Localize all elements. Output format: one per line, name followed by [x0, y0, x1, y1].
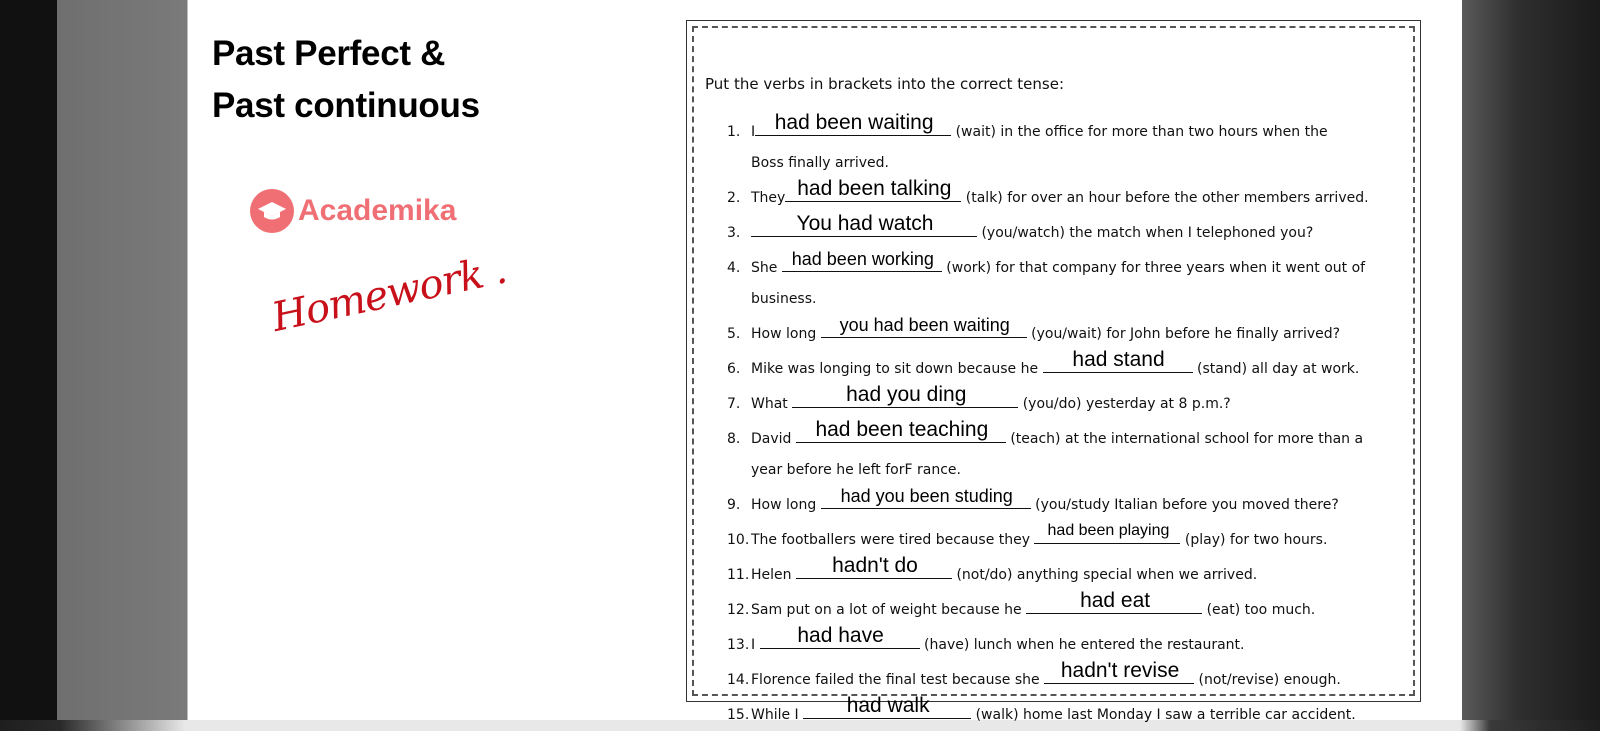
exercise-item-8: 8. David had been teaching (teach) at the international school for more than a year before he left forF rance.: [727, 418, 1364, 478]
answer-text: had been teaching: [815, 418, 989, 441]
right-letterbox: [1462, 0, 1600, 720]
answer-text: had you been studing: [840, 486, 1013, 506]
title-line-1: Past Perfect &: [212, 34, 446, 73]
answer-blank[interactable]: [821, 486, 1031, 509]
exercise-item-3: 3. You had watch (you/watch) the match when I telephoned you?: [727, 212, 1314, 241]
answer-blank[interactable]: [1043, 350, 1193, 373]
answer-blank[interactable]: [1044, 661, 1194, 684]
handwritten-note: Homework .: [268, 246, 511, 341]
title-line-2: Past continuous: [212, 86, 480, 125]
exercise-item-9: 9. How long had you been studing (you/study Italian before you moved there?: [727, 486, 1339, 513]
answer-text: had walk: [846, 694, 930, 717]
answer-blank[interactable]: [792, 385, 1018, 408]
logo-text: Academika: [298, 194, 457, 227]
answer-text: hadn't do: [832, 554, 918, 577]
left-letterbox: [0, 0, 57, 720]
exercise-item-4: 4. She had been working (work) for that company for three years when it went out of business.: [727, 249, 1366, 307]
answer-text: had you ding: [846, 383, 967, 406]
answer-text: had been playing: [1047, 522, 1170, 539]
answer-blank[interactable]: [755, 113, 951, 136]
answer-text: had been working: [791, 249, 934, 269]
exercise-item-7: 7. What had you ding (you/do) yesterday at 8 p.m.?: [727, 383, 1231, 412]
exercise-item-1: 1. I had been waiting (wait) in the office for more than two hours when the Boss finally arrived.: [727, 111, 1328, 171]
answer-text: you had been waiting: [839, 315, 1010, 335]
answer-text: You had watch: [796, 212, 934, 235]
answer-blank[interactable]: [821, 315, 1027, 338]
answer-blank[interactable]: [796, 556, 952, 579]
exercise-item-2: 2. They had been talking (talk) for over an hour before the other members arrived.: [727, 177, 1369, 206]
answer-text: had stand: [1072, 348, 1165, 371]
answer-text: hadn't revise: [1060, 659, 1180, 682]
slide-title: [212, 28, 480, 132]
exercise-item-6: 6. Mike was longing to sit down because he had stand (stand) all day at work.: [727, 348, 1360, 377]
answer-blank[interactable]: [760, 626, 920, 649]
exercise-item-11: 11. Helen hadn't do (not/do) anything special when we arrived.: [727, 554, 1258, 583]
exercise-item-13: 13. I had have (have) lunch when he entered the restaurant.: [727, 624, 1245, 653]
answer-blank[interactable]: [785, 179, 961, 202]
answer-text: had have: [797, 624, 884, 647]
answer-blank[interactable]: [751, 214, 977, 237]
exercise-item-5: 5. How long you had been waiting (you/wait) for John before he finally arrived?: [727, 315, 1341, 342]
exercise-item-15: 15. While I had walk (walk) home last Monday I saw a terrible car accident.: [727, 694, 1356, 723]
answer-blank[interactable]: [803, 696, 971, 719]
exercise-item-10: 10. The footballers were tired because they had been playing (play) for two hours.: [727, 521, 1407, 556]
academika-logo: [250, 189, 456, 233]
answer-text: had eat: [1080, 589, 1151, 612]
worksheet: [686, 20, 1421, 723]
answer-blank[interactable]: [782, 249, 942, 272]
exercise-item-14: 14. Florence failed the final test because she hadn't revise (not/revise) enough.: [727, 659, 1341, 688]
exercise-item-12: 12. Sam put on a lot of weight because he had eat (eat) too much.: [727, 589, 1316, 618]
answer-text: had been waiting: [774, 111, 934, 134]
graduation-cap-icon: [250, 189, 294, 233]
worksheet-instruction: Put the verbs in brackets into the correct tense:: [705, 75, 1065, 93]
exercise-list: [727, 113, 1407, 731]
answer-blank[interactable]: [796, 420, 1006, 443]
answer-blank[interactable]: [1026, 591, 1202, 614]
answer-blank[interactable]: [1034, 521, 1180, 544]
answer-text: had been talking: [797, 177, 952, 200]
